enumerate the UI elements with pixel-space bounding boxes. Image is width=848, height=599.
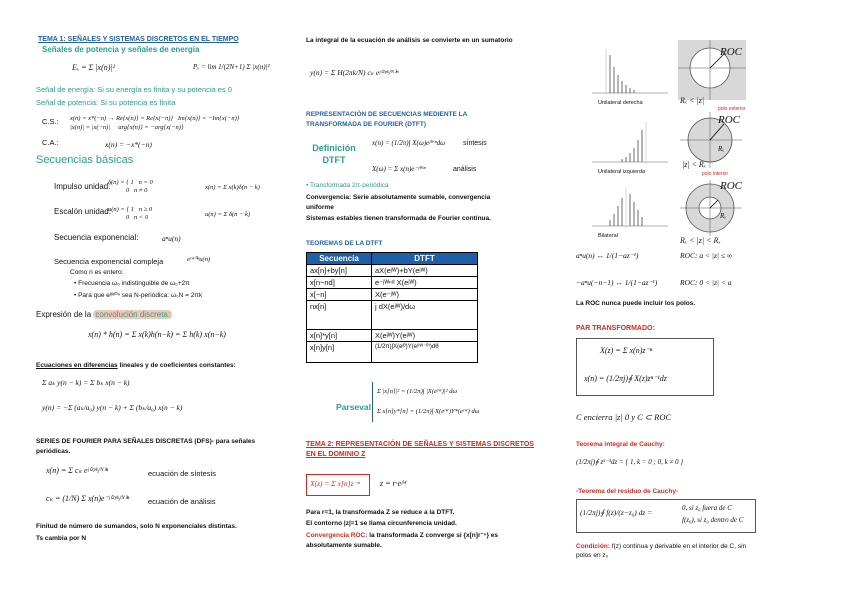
ineq-1: Rₓ < |z| xyxy=(680,96,705,105)
theorems-heading: TEOREMAS DE LA DTFT xyxy=(306,240,383,247)
roc-label-2: ROC xyxy=(718,114,740,126)
diff-eq-2: y(n) = −Σ (aₖ/a₀) y(n − k) + Σ (bₖ/a₀) x(n − k) xyxy=(42,403,183,412)
unilateral-right-label: Unilateral derecha xyxy=(598,100,643,106)
stem-plot-left xyxy=(590,118,670,168)
table-row xyxy=(307,277,478,289)
dtft-theorems-table xyxy=(306,252,478,363)
stem-plot-right xyxy=(590,45,670,99)
pair-2-left: −aⁿu(−n−1) ↔ 1/(1−az⁻¹) xyxy=(576,278,658,287)
table-cell: j dX(eʲᵂ)/dω xyxy=(372,301,478,330)
cauchy-formula: (1/2πj)∮ zᵏ⁻¹dz = { 1, k = 0 ; 0, k ≠ 0 } xyxy=(576,458,684,466)
residue-lhs: (1/2πj)∮ f(z)/(z−z₀) dz = xyxy=(580,508,653,517)
condition-text: f(z) contínua y derivable en el interior de C, sin polos en z₀ xyxy=(576,543,747,559)
radius-label-2: Rₓ xyxy=(718,145,725,153)
bilateral-label: Bilateral xyxy=(598,233,618,239)
dfs-synthesis: x(n) = Σ cₖ eʲ⁽²ᵖᵏ/ᴺ⁾ⁿ xyxy=(46,466,109,475)
condition-label: Condición: xyxy=(576,543,610,550)
table-cell: nx[n] xyxy=(307,301,372,330)
step-sum: u(n) = Σ δ(n − k) xyxy=(205,211,251,218)
intro-note: La integral de la ecuación de análisis se convierte en un sumatorio xyxy=(306,37,513,44)
unilateral-left-label: Unilateral izquierda xyxy=(598,169,646,175)
residue-case-2: f(z₀), si z₀ dentro de C xyxy=(682,516,744,524)
convergence-note xyxy=(306,193,516,213)
complex-exp-formula: eʲᵂ⁰ⁿu(n) xyxy=(187,256,211,263)
energy-formula: Eₓ = Σ |x(n)|² xyxy=(72,63,115,72)
intro-formula: y(n) = Σ H(2πk/N) cₖ eʲ⁽²ᵖᵏ/ᴺ⁾ⁿ xyxy=(310,68,399,77)
pair-1-right: ROC: a < |z| ≤ ∞ xyxy=(680,251,733,260)
impulse-label: Impulso unidad: xyxy=(54,182,111,191)
basic-sequences-heading: Secuencias básicas xyxy=(36,154,134,166)
pair-heading: PAR TRANSFORMADO: xyxy=(576,325,655,332)
poles-note: La ROC nunca puede incluir los polos. xyxy=(576,300,696,307)
power-formula: Pₓ = lim 1/(2N+1) Σ |x(n)|² xyxy=(193,63,270,71)
finite-note: Finitud de número de sumandos, solo N exponenciales distintas. xyxy=(36,523,237,530)
diff-heading-rest: lineales y de coeficientes constantes: xyxy=(117,362,236,369)
table-cell: (1/2π)∫X(eʲᶿ)Y(eʲ⁽ᵂ⁻ᶿ⁾)dθ xyxy=(372,342,478,363)
complex-bullet-2-text: Para que eʲᵂ⁰ⁿ sea N-periódica: ω₀N = 2πk xyxy=(78,292,203,299)
table-cell: aX(eʲᵂ)+bY(eʲᵂ) xyxy=(372,265,478,277)
complex-bullet-1: • Frecuencia ω₀ indistinguible de ω₀+2π xyxy=(74,280,190,287)
step-def: u(n) = { 1 n ≥ 0 0 n < 0 xyxy=(108,206,153,221)
roc-label-1: ROC xyxy=(720,46,742,58)
table-cell: x[n−nd] xyxy=(307,277,372,289)
residue-heading: -Teorema del residuo de Cauchy- xyxy=(576,488,679,495)
energy-sentence: Señal de energía: Si su energía es finita y su potencia es 0 xyxy=(36,85,232,94)
diff-heading xyxy=(36,362,236,369)
cauchy-heading: Teorema integral de Cauchy: xyxy=(576,441,665,448)
table-row xyxy=(307,342,478,363)
exp-formula: aⁿu(n) xyxy=(162,234,181,243)
pole-note-2: polo interior xyxy=(702,171,729,177)
table-header-sequence: Secuencia xyxy=(307,253,372,265)
pair-2-right: ROC: 0 < |z| < a xyxy=(680,278,732,287)
roc-note-label: Convergencia ROC: xyxy=(306,532,368,539)
dtft-heading: REPRESENTACIÓN DE SECUENCIAS MEDIENTE LA TRANSFORMADA DE FOURIER (DTFT) xyxy=(306,111,468,128)
convergence-label: Convergencia: xyxy=(306,194,352,201)
pair-xz: X(z) = Σ x(n)z⁻ⁿ xyxy=(600,346,653,355)
ineq-2: |z| < Rₓ xyxy=(682,160,707,169)
ca-label: C.A.: xyxy=(42,138,59,147)
table-cell: X(e⁻ʲᵂ) xyxy=(372,289,478,301)
table-cell: x[n]*y[n] xyxy=(307,330,372,342)
impulse-sum: x(n) = Σ x(k)δ(n − k) xyxy=(205,184,260,191)
stable-note: Sistemas estables tienen transformada de Fourier contínua. xyxy=(306,215,491,222)
dfs-analysis-label: ecuación de análisis xyxy=(148,497,216,506)
step-label: Escalón unidad: xyxy=(54,207,111,216)
stem-plot-bilateral xyxy=(590,184,670,232)
conv-formula: x(n) * h(n) = Σ x(k)h(n−k) = Σ h(k) x(n−k) xyxy=(88,330,226,339)
dfs-heading: SERIES DE FOURIER PARA SEÑALES DISCRETAS (DFS)- para señales periódicas. xyxy=(36,438,256,455)
condition-note xyxy=(576,542,756,560)
pair-xn: x(n) = (1/2πj)∮ X(z)zⁿ⁻¹dz xyxy=(584,374,667,383)
tema2-heading: TEMA 2: REPRESENTACIÓN DE SEÑALES Y SISTEMAS DISCRETOS EN EL DOMINIO Z xyxy=(306,441,534,458)
energy-power-subtitle: Señales de potencia y señales de energía xyxy=(42,45,200,54)
roc-note xyxy=(306,531,536,551)
ts-note: Ts cambia por N xyxy=(36,535,87,542)
cs-label: C.S.: xyxy=(42,117,59,126)
table-header-row xyxy=(307,253,478,265)
complex-note: Como n es entero: xyxy=(70,269,124,276)
table-row xyxy=(307,301,478,330)
residue-case-1: 0, si z₀ fuera de C xyxy=(682,504,732,512)
roc-label-3: ROC xyxy=(720,180,742,192)
table-row xyxy=(307,265,478,277)
residue-cases xyxy=(682,502,743,526)
dtft-synthesis: x(n) = (1/2π)∫ X(ω)eʲᵂⁿdω xyxy=(372,139,446,147)
r1-note: Para r=1, la transformada Z se reduce a la DTFT. xyxy=(306,509,455,516)
conv-heading-prefix: Expresión de la xyxy=(36,310,94,319)
z-def: X(z) = Σ x[n]z⁻ⁿ xyxy=(310,479,360,488)
pair-1-left: aⁿu(n) ↔ 1/(1−az⁻¹) xyxy=(576,251,639,260)
dtft-definition-label: Definición DTFT xyxy=(312,143,356,165)
table-row xyxy=(307,289,478,301)
conv-heading-highlight: convolución discreta: xyxy=(95,310,171,319)
roc-note-text: la transformada Z converge si {x[n]r⁻ⁿ} es absolutamente sumable. xyxy=(306,532,499,549)
periodic-note: • Transformada 2π-periódica xyxy=(306,182,389,189)
contour-note: El contorno |z|=1 se llama circunferencia unidad. xyxy=(306,520,457,527)
pair-c: C encierra |z| 0 y C ⊂ ROC xyxy=(576,412,672,422)
tema1-title: TEMA 1: SEÑALES Y SISTEMAS DISCRETOS EN EL TIEMPO xyxy=(38,36,239,43)
dfs-synthesis-label: ecuación de síntesis xyxy=(148,469,216,478)
table-row xyxy=(307,330,478,342)
ineq-3: Rₓ < |z| < Rₓ xyxy=(680,236,721,245)
radius-label-3: Rₓ xyxy=(720,212,727,220)
parseval-label: Parseval xyxy=(336,402,371,412)
dtft-analysis-word: análisis xyxy=(453,166,477,173)
dtft-analysis: X(ω) = Σ x(n)e⁻ʲᵂⁿ xyxy=(372,165,426,173)
periodic-note-text: Transformada 2π-periódica xyxy=(309,182,389,189)
ca-formula: x(n) = −x*(−n) xyxy=(105,140,152,149)
dtft-synthesis-word: síntesis xyxy=(463,140,487,147)
complex-bullet-2: • Para que eʲᵂ⁰ⁿ sea N-periódica: ω₀N = 2πk xyxy=(74,292,203,299)
power-sentence: Señal de potencia: Si su potencia es finita xyxy=(36,98,176,107)
table-cell: x[−n] xyxy=(307,289,372,301)
conv-heading xyxy=(36,310,172,319)
convergence-text: Serie absolutamente sumable, convergencia uniforme xyxy=(306,194,491,211)
exp-label: Secuencia exponencial: xyxy=(54,233,139,242)
table-cell: e⁻ʲᵂⁿᵈ X(eʲᵂ) xyxy=(372,277,478,289)
diff-heading-main: Ecuaciones en diferencias xyxy=(36,362,118,369)
diff-eq-1: Σ aₖ y(n − k) = Σ bₖ x(n − k) xyxy=(42,378,130,387)
impulse-def: δ(n) = { 1 n = 0 0 n ≠ 0 xyxy=(108,179,153,194)
z-sub: z = r·eʲᵂ xyxy=(380,479,408,488)
table-cell: ax[n]+by[n] xyxy=(307,265,372,277)
pole-note-1: polo exterior xyxy=(718,106,746,112)
dfs-analysis: cₖ = (1/N) Σ x(n)e⁻ʲ⁽²ᵖᵏ/ᴺ⁾ⁿ xyxy=(46,494,130,503)
complex-exp-label: Secuencia exponencial compleja xyxy=(54,257,164,266)
complex-bullet-1-text: Frecuencia ω₀ indistinguible de ω₀+2π xyxy=(78,280,190,287)
table-cell: x[n]y[n] xyxy=(307,342,372,363)
cs-formulas: x(n) = x*(−n) → Re{x(n)} = Re{x(−n)} Im{x(n)} = −Im{x(−n)} |x(n)| = |x(−n)| arg{x(n)} = −arg{x(−n)} xyxy=(70,115,240,131)
table-cell: X(eʲᵂ)Y(eʲᵂ) xyxy=(372,330,478,342)
table-header-dtft: DTFT xyxy=(372,253,478,265)
parseval-formulas: Σ |x[n]|² = (1/2π)∫ |X(eʲᵂ)|² dω Σ x[n]y*[n] = (1/2π)∫ X(eʲᵂ)Y*(eʲᵂ) dω xyxy=(372,382,479,422)
